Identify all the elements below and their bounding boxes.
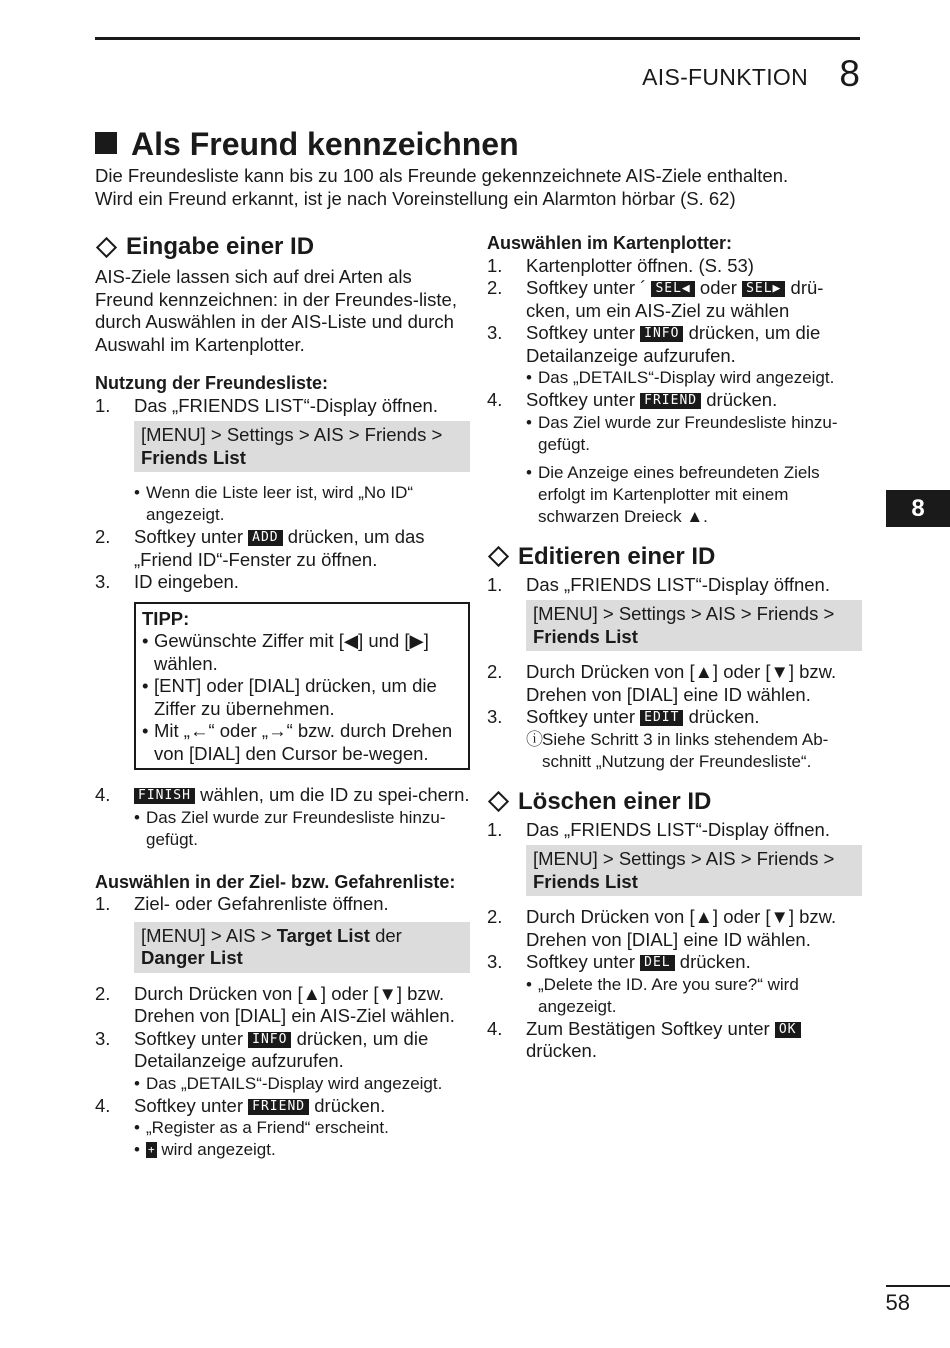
bullet-note: • Das Ziel wurde zur Freundesliste hinzu-gefügt. bbox=[134, 807, 446, 849]
step-1: 1. Kartenplotter öffnen. (S. 53) bbox=[487, 254, 754, 276]
softkey-friend: FRIEND bbox=[248, 1099, 309, 1115]
right-column bbox=[487, 232, 862, 1063]
subheading-chartplotter: Auswählen im Kartenplotter: bbox=[487, 233, 733, 253]
bullet-note: • Wenn die Liste leer ist, wird „No ID“ angezeigt. bbox=[134, 483, 414, 524]
diamond-icon bbox=[96, 236, 117, 257]
page-title: Als Freund kennzeichnen bbox=[95, 125, 519, 163]
section-heading-edit-id: Editieren einer ID bbox=[487, 542, 862, 572]
chapter-side-tab: 8 bbox=[886, 490, 950, 527]
section-heading-enter-id: Eingabe einer ID bbox=[95, 232, 470, 262]
page-number: 58 bbox=[885, 1290, 910, 1315]
chapter-number: 8 bbox=[839, 53, 860, 94]
section-heading-delete-id: Löschen einer ID bbox=[487, 787, 862, 817]
bullet-note: • „Delete the ID. Are you sure?“ wird angezeigt. bbox=[526, 974, 799, 1016]
softkey-sel-right: SEL▶ bbox=[742, 281, 785, 297]
bullet-note: • Die Anzeige eines befreundeten Ziels erfolgt im Kartenplotter mit einem schwarzen Dreieck ▲. bbox=[526, 462, 820, 526]
chapter-title: AIS-FUNKTION bbox=[642, 64, 808, 90]
step-4: 4. Zum Bestätigen Softkey unter OK drücken. bbox=[487, 1018, 862, 1063]
left-column bbox=[95, 232, 470, 1161]
subheading-target-list: Auswählen in der Ziel- bzw. Gefahrenliste: bbox=[95, 871, 456, 892]
info-note: ⓘ Siehe Schritt 3 in links stehendem Ab-schnitt „Nutzung der Freundesliste“. bbox=[526, 729, 829, 771]
step-2: 2. Durch Drücken von [▲] oder [▼] bzw. Drehen von [DIAL] ein AIS-Ziel wählen. bbox=[95, 982, 455, 1026]
bullet-note: • Das Ziel wurde zur Freundesliste hinzu-gefügt. bbox=[526, 412, 838, 454]
step-1: 1. Das „FRIENDS LIST“-Display öffnen. bbox=[487, 573, 830, 595]
step-4: 4. Softkey unter FRIEND drücken. bbox=[95, 1094, 386, 1116]
step-3: 3. Softkey unter INFO drücken, um die Detailanzeige aufzurufen. bbox=[487, 322, 821, 366]
bullet-note: • + wird angezeigt. bbox=[134, 1140, 276, 1159]
step-2: 2. Durch Drücken von [▲] oder [▼] bzw. Drehen von [DIAL] eine ID wählen. bbox=[487, 906, 837, 950]
tip-item: • Mit „←“ oder „→“ bzw. durch Drehen von [DIAL] den Cursor be-wegen. bbox=[142, 720, 453, 764]
tip-item: • Gewünschte Ziffer mit [◀] und [▶] wählen. bbox=[142, 630, 429, 674]
menu-path-box: [MENU] > AIS > Target List der Danger List bbox=[134, 922, 470, 973]
menu-path-box: [MENU] > Settings > AIS > Friends > Friends List bbox=[526, 845, 862, 896]
top-rule bbox=[95, 37, 860, 40]
softkey-add: ADD bbox=[248, 530, 282, 546]
square-bullet-icon bbox=[95, 132, 117, 154]
softkey-friend: FRIEND bbox=[640, 393, 701, 409]
softkey-edit: EDIT bbox=[640, 710, 683, 726]
bullet-note: • Das „DETAILS“-Display wird angezeigt. bbox=[134, 1073, 443, 1093]
step-1: 1. Ziel- oder Gefahrenliste öffnen. bbox=[95, 893, 389, 914]
step-4: 4. Softkey unter FRIEND drücken. bbox=[487, 389, 778, 410]
bullet-note: • Das „DETAILS“-Display wird angezeigt. bbox=[526, 368, 835, 387]
step-4: 4. FINISH wählen, um die ID zu spei-chern. bbox=[95, 784, 470, 805]
step-3: 3. Softkey unter INFO drücken, um die Detailanzeige aufzurufen. bbox=[95, 1027, 429, 1071]
step-2: 2. Softkey unter ADD drücken, um das „Friend ID“-Fenster zu öffnen. bbox=[95, 526, 425, 570]
step-1: 1. Das „FRIENDS LIST“-Display öffnen. bbox=[95, 394, 438, 416]
softkey-finish: FINISH bbox=[134, 788, 195, 804]
paragraph: AIS-Ziele lassen sich auf drei Arten als Freund kennzeichnen: in der Freundes-liste, durch Auswählen in der AIS-Liste und durch Auswahl im Kartenplotter. bbox=[95, 266, 457, 355]
step-2: 2. Softkey unter ´ SEL◀ oder SEL▶ drü-cken, um ein AIS-Ziel zu wählen bbox=[487, 277, 824, 321]
step-3: 3. Softkey unter EDIT drücken. bbox=[487, 706, 760, 727]
tip-box: TIPP: • Gewünschte Ziffer mit [◀] und [▶] wählen. • [ENT] oder [DIAL] drücken, um die Ziffer zu übernehmen. • Mit „←“ oder „→“ bzw. durch Drehen von [DIAL] den Cursor be-wegen. bbox=[134, 602, 470, 771]
softkey-sel-left: SEL◀ bbox=[651, 281, 694, 297]
step-3: 3. ID eingeben. bbox=[95, 571, 239, 592]
info-icon: ⓘ bbox=[526, 729, 543, 749]
subheading-friends-list: Nutzung der Freundesliste: bbox=[95, 373, 329, 393]
step-2: 2. Durch Drücken von [▲] oder [▼] bzw. Drehen von [DIAL] eine ID wählen. bbox=[487, 661, 837, 705]
step-1: 1. Das „FRIENDS LIST“-Display öffnen. bbox=[487, 818, 830, 840]
softkey-info: INFO bbox=[640, 326, 683, 342]
bullet-note: • „Register as a Friend“ erscheint. bbox=[134, 1118, 389, 1137]
friend-plus-icon: + bbox=[148, 1143, 155, 1156]
bottom-rule bbox=[886, 1285, 950, 1287]
menu-path-box: [MENU] > Settings > AIS > Friends > Friends List bbox=[134, 421, 470, 472]
diamond-icon bbox=[488, 791, 509, 812]
diamond-icon bbox=[488, 546, 509, 567]
softkey-del: DEL bbox=[640, 955, 674, 971]
menu-path-box: [MENU] > Settings > AIS > Friends > Friends List bbox=[526, 600, 862, 651]
step-3: 3. Softkey unter DEL drücken. bbox=[487, 951, 751, 972]
softkey-info: INFO bbox=[248, 1032, 291, 1048]
softkey-ok: OK bbox=[775, 1022, 801, 1038]
intro-text: Die Freundesliste kann bis zu 100 als Freunde gekennzeichnete AIS-Ziele enthalten. Wird ein Freund erkannt, ist je nach Voreinstellung ein Alarmton hörbar (S. 62) bbox=[95, 165, 789, 209]
tip-item: • [ENT] oder [DIAL] drücken, um die Ziffer zu übernehmen. bbox=[142, 675, 437, 719]
